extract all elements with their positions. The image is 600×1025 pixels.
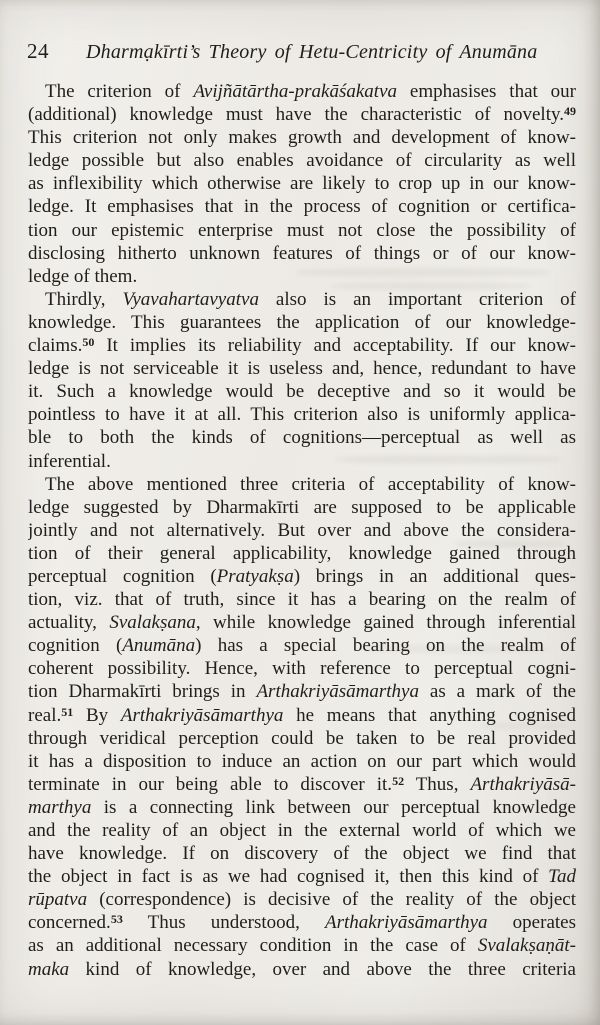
footnote-reference: 49 [564, 104, 576, 119]
text-line: ledge possible but also enables avoidance of circularity as well [28, 150, 576, 172]
text-line: terminate in our being able to discover it.$^{52}$ Thus, Arthakriyāsā- [28, 773, 576, 795]
text-line: maka kind of knowledge, over and above the three criteria [28, 958, 576, 980]
text-line: real.$^{51}$ By Arthakriyāsāmarthya he means that anything cognised [28, 704, 576, 726]
text-line: the object in fact is as we had cognised it, then this kind of Tad [28, 866, 576, 888]
paragraph [28, 80, 576, 288]
text-line: cognition (Anumāna) has a special bearing on the realm of [28, 635, 576, 657]
text-line: claims.$^{50}$ It implies its reliability and acceptability. If our know- [28, 335, 576, 357]
footnote-reference: 52 [392, 773, 405, 788]
text-line: inferential. [28, 450, 111, 472]
text-line: tion Dharmakīrti brings in Arthakriyāsāmarthya as a mark of the [28, 681, 576, 703]
text-line: coherent possibility. Hence, with reference to perceptual cogni- [28, 658, 576, 680]
text-line: The criterion of Avijñātārtha-prakāśakatva emphasises that our [45, 81, 576, 102]
text-line: it. Such a knowledge would be deceptive and so it would be [28, 381, 576, 403]
running-title: Dharmạkīrti’s Theory of Hetu-Centricity of Anumāna [86, 41, 538, 63]
text-line: ledge is not serviceable it is useless and, hence, redundant to have [28, 358, 576, 380]
text-line: The above mentioned three criteria of acceptability of know- [45, 473, 576, 495]
text-line: tion, viz. that of truth, since it has a bearing on the realm of [28, 589, 576, 611]
text-line: disclosing hitherto unknown features of things or of our know- [28, 242, 576, 264]
footnote-reference: 51 [61, 704, 74, 719]
footnote-reference: 50 [82, 335, 95, 350]
text-line: tion of their general applicability, knowledge gained through [28, 542, 576, 564]
text-line: concerned.$^{53}$ Thus understood, Arthakriyāsāmarthya operates [28, 912, 576, 934]
text-line: marthya is a connecting link between our perceptual knowledge [28, 796, 576, 818]
page-header [0, 0, 600, 64]
text-line: ledge of them. [28, 265, 138, 287]
footnote-reference: 53 [110, 912, 123, 927]
text-line: Thirdly, Vyavahartavyatva also is an important criterion of [45, 288, 576, 310]
text-line: rūpatva (correspondence) is decisive of the reality of the object [28, 889, 576, 911]
text-line: ble to both the kinds of cognitions—perceptual as well as [28, 427, 576, 449]
text-line: ledge suggested by Dharmakīrti are supposed to be applicable [28, 496, 576, 518]
text-line: perceptual cognition (Pratyakṣa) brings in an additional ques- [28, 565, 576, 587]
text-line: through veridical perception could be taken to be real provided [28, 727, 576, 749]
text-line: as an additional necessary condition in the case of Svalakṣaṇāt- [28, 935, 576, 957]
text-line: have knowledge. If on discovery of the object we find that [28, 843, 576, 865]
text-line: as inflexibility which otherwise are likely to crop up in our know- [28, 173, 576, 195]
paragraph [28, 288, 576, 473]
text-line: actuality, Svalakṣana, while knowledge gained through inferential [28, 612, 576, 634]
page-number: 24 [27, 39, 49, 63]
text-line: This criterion not only makes growth and development of know- [28, 127, 576, 149]
text-line: knowledge. This guarantees the application of our knowledge- [28, 311, 576, 333]
text-block [28, 80, 576, 981]
text-line: jointly and not alternatively. But over and above the considera- [28, 519, 576, 541]
text-line: and the reality of an object in the external world of which we [28, 820, 576, 841]
text-line: it has a disposition to induce an action on our part which would [28, 750, 576, 772]
text-line: tion our epistemic enterprise must not close the possibility of [28, 219, 576, 241]
text-line: pointless to have it at all. This criterion also is uniformly applica- [28, 404, 576, 426]
paragraph [28, 473, 576, 981]
text-line: (additional) knowledge must have the characteristic of novelty.$^{49}$ [28, 104, 576, 126]
text-line: ledge. It emphasises that in the process of cognition or certifica- [28, 196, 576, 218]
